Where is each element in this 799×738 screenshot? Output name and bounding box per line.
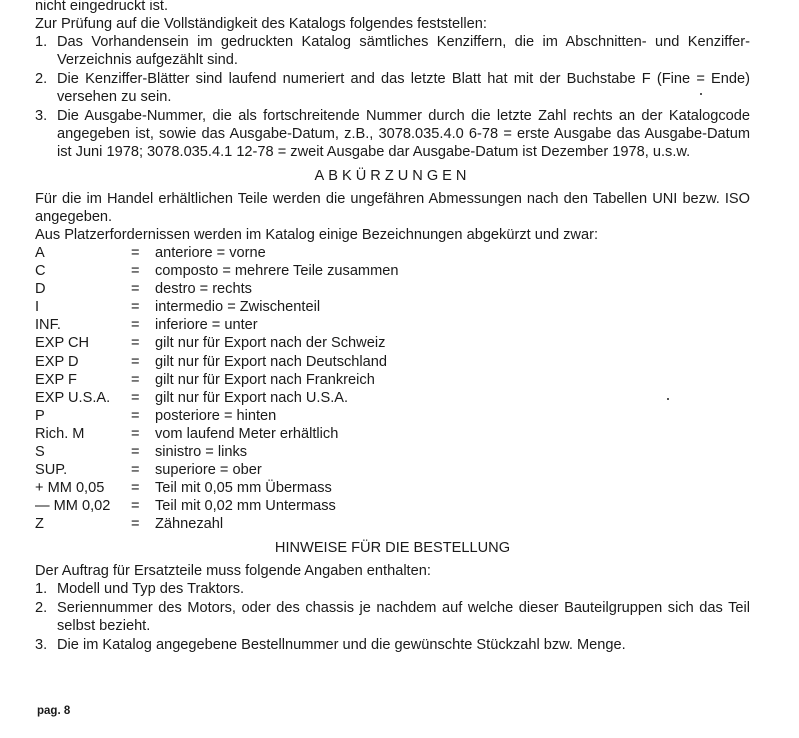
item-number: 3. [35, 108, 48, 124]
item-text: Das Vorhandensein im gedruckten Katalog sämtliches Kenziffern, die im Abschnitten- und Kenziffer- Verzeichnis aufgezählt sind. [57, 34, 750, 68]
abbreviation-row [35, 497, 398, 515]
abbreviation-meaning: gilt nur für Export nach Deutschland [155, 353, 388, 370]
abbreviation-meaning: gilt nur für Export nach Frankreich [155, 371, 375, 388]
equals-sign: = [131, 480, 140, 497]
abbreviation-row [35, 479, 398, 497]
equals-sign: = [131, 462, 140, 479]
equals-sign: = [131, 281, 140, 298]
item-number: 2. [35, 71, 48, 87]
abbreviation-key: C [35, 263, 46, 280]
ordering-item [35, 636, 750, 654]
item-text: Modell und Typ des Traktors. [57, 580, 245, 597]
abbreviation-meaning: sinistro = links [155, 444, 248, 461]
abbreviation-key: INF. [35, 317, 61, 334]
abbreviation-row [35, 389, 398, 407]
abbreviation-meaning: anteriore = vorne [155, 245, 266, 261]
abbreviation-key: SUP. [35, 462, 68, 479]
abbreviation-meaning: superiore = ober [155, 462, 262, 479]
equals-sign: = [131, 335, 140, 352]
equals-sign: = [131, 245, 140, 261]
abbreviation-meaning: gilt nur für Export nach der Schweiz [155, 335, 386, 352]
abbreviation-key: EXP U.S.A. [35, 389, 111, 406]
equals-sign: = [131, 425, 140, 442]
abbreviation-key: + MM 0,05 [35, 480, 105, 497]
abbreviation-meaning: destro = rechts [155, 281, 252, 298]
item-text: Die im Katalog angegebene Bestellnummer und die gewünschte Stückzahl bzw. Menge. [57, 636, 626, 653]
abbreviation-row [35, 443, 398, 461]
item-number: 3. [35, 636, 48, 653]
abbreviation-row [35, 298, 398, 316]
abbreviation-row [35, 425, 398, 443]
scan-artifact [667, 398, 669, 400]
abbreviation-row [35, 407, 398, 425]
abbreviation-row [35, 515, 398, 533]
abbreviation-row [35, 244, 398, 262]
abbreviation-key: EXP CH [35, 335, 90, 352]
abbreviation-key: A [35, 245, 45, 261]
item-number: 1. [35, 580, 48, 597]
abbreviation-row [35, 371, 398, 389]
item-number: 1. [35, 34, 48, 50]
abbreviation-meaning: composto = mehrere Teile zusammen [155, 263, 399, 280]
abbreviation-row [35, 280, 398, 298]
item-text: Seriennummer des Motors, oder des chassis je nachdem auf welche dieser Bauteilgruppen sich das Teil selbst bezieht. [57, 599, 750, 634]
equals-sign: = [131, 299, 140, 316]
abbreviations-para-2: Aus Platzerfordernissen werden im Katalog einige Bezeichnungen abgekürzt und zwar: [35, 227, 598, 243]
item-number: 2. [35, 599, 48, 616]
equals-sign: = [131, 263, 140, 280]
equals-sign: = [131, 516, 140, 533]
check-list [35, 33, 750, 161]
ordering-heading: HINWEISE FÜR DIE BESTELLUNG [274, 539, 511, 556]
equals-sign: = [131, 407, 140, 424]
abbreviations-para-1: Für die im Handel erhältlichen Teile werden die ungefähren Abmessungen nach den Tabellen UNI bezw. ISO angegeben. [35, 191, 750, 225]
item-text: Die Kenziffer-Blätter sind laufend numeriert and das letzte Blatt hat mit der Buchstabe F (Fine = Ende) versehen zu sein. [57, 71, 750, 105]
abbreviation-row [35, 334, 398, 352]
abbreviation-key: S [35, 444, 45, 461]
abbreviation-key: EXP F [35, 371, 77, 388]
abbreviation-key: Rich. M [35, 425, 85, 442]
abbreviation-key: D [35, 281, 46, 298]
equals-sign: = [131, 371, 140, 388]
abbreviation-meaning: Teil mit 0,05 mm Übermass [155, 480, 332, 497]
abbreviation-meaning: vom laufend Meter erhältlich [155, 425, 339, 442]
equals-sign: = [131, 317, 140, 334]
abbreviation-row [35, 262, 398, 280]
abbreviation-key: EXP D [35, 353, 79, 370]
ordering-item [35, 599, 750, 635]
check-intro: Zur Prüfung auf die Vollständigkeit des Katalogs folgendes feststellen: [35, 16, 487, 32]
continued-line: nicht eingedruckt ist. [35, 0, 169, 14]
document-page [35, 0, 750, 655]
ordering-intro: Der Auftrag für Ersatzteile muss folgende Angaben enthalten: [35, 562, 431, 579]
abbreviation-row [35, 316, 398, 334]
abbreviation-meaning: intermedio = Zwischenteil [155, 299, 321, 316]
abbreviation-row [35, 353, 398, 371]
abbreviations-table [35, 244, 398, 534]
abbreviation-meaning: Zähnezahl [155, 516, 224, 533]
item-text: Die Ausgabe-Nummer, die als fortschreitende Nummer durch die letzte Zahl rechts an der Katalogcode angegeben ist, sowie das Ausgabe-Datum, z.B., 3078.035.4.0 6-78 = erste Ausgabe das Ausgabe-Datum ist Juni 1978; 3078.035.4.1 12-78 = zweit Ausgabe dar Ausgabe-Datum ist Dezember 1978, u.s.w. [57, 108, 750, 160]
ordering-list [35, 580, 750, 654]
abbreviation-meaning: gilt nur für Export nach U.S.A. [155, 389, 349, 406]
abbreviation-key: P [35, 407, 45, 424]
equals-sign: = [131, 444, 140, 461]
equals-sign: = [131, 353, 140, 370]
check-item [35, 70, 750, 106]
page-number: pag. 8 [37, 705, 71, 717]
abbreviation-key: Z [35, 516, 44, 533]
abbreviation-key: I [35, 299, 40, 316]
abbreviation-row [35, 461, 398, 479]
abbreviation-meaning: Teil mit 0,02 mm Untermass [155, 498, 336, 515]
check-item [35, 107, 750, 161]
check-item [35, 33, 750, 69]
equals-sign: = [131, 498, 140, 515]
abbreviation-key: — MM 0,02 [35, 498, 111, 515]
abbreviations-heading: ABKÜRZUNGEN [314, 168, 471, 184]
equals-sign: = [131, 389, 140, 406]
ordering-item [35, 580, 750, 598]
abbreviation-meaning: inferiore = unter [155, 317, 258, 334]
abbreviation-meaning: posteriore = hinten [155, 407, 277, 424]
scan-artifact [700, 93, 702, 95]
